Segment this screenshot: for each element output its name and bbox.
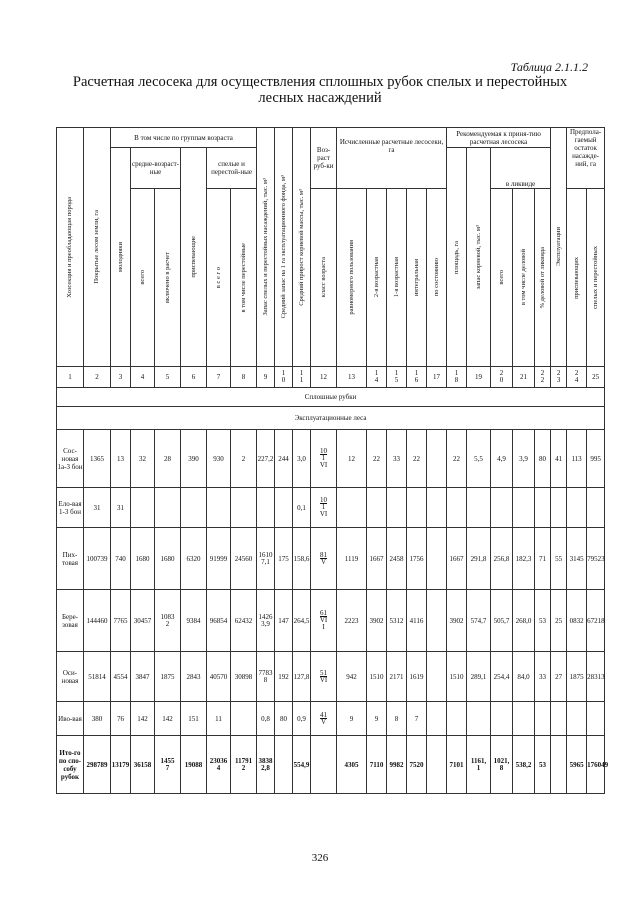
column-number: 9 bbox=[257, 367, 275, 388]
table-cell: 24560 bbox=[231, 528, 257, 590]
table-cell: 25 bbox=[551, 590, 567, 652]
table-cell: 7783 8 bbox=[257, 652, 275, 702]
column-number: 1 0 bbox=[275, 367, 293, 388]
felling-table bbox=[56, 127, 609, 794]
table-cell: 176049 bbox=[587, 736, 605, 794]
header-r-area: площадь, га bbox=[452, 240, 460, 274]
table-cell bbox=[207, 488, 231, 528]
table-cell bbox=[551, 488, 567, 528]
table-cell: 244 bbox=[275, 430, 293, 488]
table-cell bbox=[427, 528, 447, 590]
column-number: 1 6 bbox=[407, 367, 427, 388]
table-cell bbox=[587, 702, 605, 736]
table-cell: 55 bbox=[551, 528, 567, 590]
table-cell: 2223 bbox=[337, 590, 367, 652]
table-cell: 1455 7 bbox=[155, 736, 181, 794]
table-cell bbox=[427, 590, 447, 652]
table-cell: 80 bbox=[275, 702, 293, 736]
table-cell: 3,0 bbox=[293, 430, 311, 488]
table-cell: 61 VI I bbox=[311, 590, 337, 652]
column-number: 21 bbox=[513, 367, 535, 388]
row-name: Оси-новая bbox=[57, 652, 84, 702]
table-cell: 538,2 bbox=[513, 736, 535, 794]
table-cell: 32 bbox=[131, 430, 155, 488]
table-cell: 6320 bbox=[181, 528, 207, 590]
table-cell: 574,7 bbox=[467, 590, 491, 652]
table-cell: 79523 bbox=[587, 528, 605, 590]
header-age-group: В том числе по группам возраста bbox=[111, 128, 257, 148]
table-cell: 390 bbox=[181, 430, 207, 488]
table-row bbox=[57, 736, 605, 794]
table-cell: 9 bbox=[367, 702, 387, 736]
table-cell: 268,0 bbox=[513, 590, 535, 652]
table-cell: 31 bbox=[84, 488, 111, 528]
table-cell: 1667 bbox=[447, 528, 467, 590]
table-cell bbox=[427, 702, 447, 736]
table-cell: 62432 bbox=[231, 590, 257, 652]
row-name: Ито-го по спо-собу рубок bbox=[57, 736, 84, 794]
column-number: 8 bbox=[231, 367, 257, 388]
column-numbers-row bbox=[57, 367, 605, 388]
table-cell: 1680 bbox=[131, 528, 155, 590]
table-cell: 1680 bbox=[155, 528, 181, 590]
table-cell: 4116 bbox=[407, 590, 427, 652]
table-cell: $\frac{81}{V}$ bbox=[311, 528, 337, 590]
table-cell bbox=[551, 702, 567, 736]
table-cell: 22 bbox=[407, 430, 427, 488]
header-computed: Исчисленные расчетные лесосеки, га bbox=[337, 128, 447, 189]
row-name: Иво-вая bbox=[57, 702, 84, 736]
table-cell bbox=[337, 488, 367, 528]
table-cell: 9 bbox=[337, 702, 367, 736]
table-cell: 1875 bbox=[155, 652, 181, 702]
table-cell: 12 bbox=[337, 430, 367, 488]
column-number: 1 1 bbox=[293, 367, 311, 388]
table-cell: 151 bbox=[181, 702, 207, 736]
table-cell: 9384 bbox=[181, 590, 207, 652]
table-cell bbox=[535, 702, 551, 736]
table-cell: 11791 2 bbox=[231, 736, 257, 794]
table-cell: 227,2 bbox=[257, 430, 275, 488]
header-rem-maturing: приспевающих bbox=[572, 256, 580, 299]
table-cell: 1510 bbox=[447, 652, 467, 702]
table-cell bbox=[275, 736, 293, 794]
table-cell: 3838 2,8 bbox=[257, 736, 275, 794]
table-cell: 53 bbox=[535, 590, 551, 652]
table-body bbox=[57, 430, 609, 794]
table-cell bbox=[311, 736, 337, 794]
table-cell bbox=[275, 488, 293, 528]
table-cell: 22 bbox=[447, 430, 467, 488]
table-cell bbox=[367, 488, 387, 528]
table-cell bbox=[407, 488, 427, 528]
table-cell: 11 bbox=[207, 702, 231, 736]
table-cell: 5312 bbox=[387, 590, 407, 652]
header-c-age2: 1-я возрастная bbox=[392, 257, 400, 298]
table-cell: 2458 bbox=[387, 528, 407, 590]
table-cell: 33 bbox=[387, 430, 407, 488]
table-cell bbox=[427, 488, 447, 528]
table-cell: 27 bbox=[551, 652, 567, 702]
header-avg-stock: Средний запас на 1 га эксплуатационного фонда, м³ bbox=[279, 175, 287, 319]
table-cell: 1365 bbox=[84, 430, 111, 488]
header-l-total: всего bbox=[497, 270, 505, 285]
table-cell: 505,7 bbox=[491, 590, 513, 652]
row-name: Ело-вая 1-3 бон bbox=[57, 488, 84, 528]
column-number: 1 8 bbox=[447, 367, 467, 388]
row-name: Пих-товая bbox=[57, 528, 84, 590]
table-cell: 1667 bbox=[367, 528, 387, 590]
table-cell bbox=[181, 488, 207, 528]
column-number: 2 0 bbox=[491, 367, 513, 388]
table-cell: 2 bbox=[231, 430, 257, 488]
table-row bbox=[57, 702, 605, 736]
table-cell bbox=[427, 430, 447, 488]
header-liquid: в ликвиде bbox=[491, 148, 551, 189]
column-number: 7 bbox=[207, 367, 231, 388]
table-cell: 40570 bbox=[207, 652, 231, 702]
table-cell: 7765 bbox=[111, 590, 131, 652]
table-cell: 1756 bbox=[407, 528, 427, 590]
table-cell bbox=[155, 488, 181, 528]
table-cell: 1021, 8 bbox=[491, 736, 513, 794]
table-row bbox=[57, 488, 605, 528]
column-number: 2 4 bbox=[567, 367, 587, 388]
table-cell: 2843 bbox=[181, 652, 207, 702]
table-cell: 113 bbox=[567, 430, 587, 488]
subsection-title: Эксплуатационные леса bbox=[57, 407, 605, 430]
table-cell: 930 bbox=[207, 430, 231, 488]
table-row bbox=[57, 590, 605, 652]
column-number: 1 bbox=[57, 367, 84, 388]
table-cell: 3902 bbox=[447, 590, 467, 652]
table-cell: 289,1 bbox=[467, 652, 491, 702]
table-cell: 127,8 bbox=[293, 652, 311, 702]
header-rem-mature: спелых и перестойных bbox=[591, 246, 599, 309]
table-cell: 256,8 bbox=[491, 528, 513, 590]
column-number: 17 bbox=[427, 367, 447, 388]
table-cell: 158,6 bbox=[293, 528, 311, 590]
table-cell: 3847 bbox=[131, 652, 155, 702]
header-c-uniform: равномерного пользования bbox=[347, 240, 355, 315]
table-cell: 147 bbox=[275, 590, 293, 652]
header-remaining: Предпола-гаемый остаток насажде-ний, га bbox=[567, 128, 605, 189]
table-cell bbox=[513, 702, 535, 736]
table-cell bbox=[447, 488, 467, 528]
header-r-stock: запас корневой, тыс. м³ bbox=[474, 224, 482, 290]
column-number: 3 bbox=[111, 367, 131, 388]
table-cell: 0832 bbox=[567, 590, 587, 652]
table-cell: 142 bbox=[155, 702, 181, 736]
table-cell: 31 bbox=[111, 488, 131, 528]
table-cell bbox=[447, 702, 467, 736]
table-cell: 28 bbox=[155, 430, 181, 488]
table-cell: 995 bbox=[587, 430, 605, 488]
header-age-class: класс возраста bbox=[319, 257, 327, 298]
header-mature: спелые и перестой-ные bbox=[207, 148, 257, 189]
table-cell: 0,9 bbox=[293, 702, 311, 736]
header-felling-age: Воз-раст руб-ки bbox=[311, 128, 337, 189]
table-cell: 144460 bbox=[84, 590, 111, 652]
column-number: 6 bbox=[181, 367, 207, 388]
table-cell bbox=[513, 488, 535, 528]
column-number: 4 bbox=[131, 367, 155, 388]
table-cell: 1119 bbox=[337, 528, 367, 590]
table-cell: 22 bbox=[367, 430, 387, 488]
table-cell: 192 bbox=[275, 652, 293, 702]
row-name: Бере-зовая bbox=[57, 590, 84, 652]
table-cell: 19088 bbox=[181, 736, 207, 794]
section-title: Сплошные рубки bbox=[57, 388, 605, 407]
table-cell: 1875 bbox=[567, 652, 587, 702]
table-cell: $\frac{41}{V}$ bbox=[311, 702, 337, 736]
table-cell bbox=[491, 702, 513, 736]
table-cell: 1510 bbox=[367, 652, 387, 702]
column-number: 12 bbox=[311, 367, 337, 388]
header-c-age1: 2-я возрастная bbox=[372, 257, 380, 298]
table-cell: 9982 bbox=[387, 736, 407, 794]
table-cell: 3902 bbox=[367, 590, 387, 652]
table-cell: 3145 bbox=[567, 528, 587, 590]
table-cell: 80 bbox=[535, 430, 551, 488]
table-cell bbox=[427, 736, 447, 794]
table-cell bbox=[131, 488, 155, 528]
header-middle-total: всего bbox=[138, 270, 146, 285]
table-cell bbox=[231, 488, 257, 528]
table-cell: 1083 2 bbox=[155, 590, 181, 652]
table-cell: 51814 bbox=[84, 652, 111, 702]
table-cell: 71 bbox=[535, 528, 551, 590]
column-number: 19 bbox=[467, 367, 491, 388]
header-mature-incl: в том числе перестойные bbox=[239, 242, 247, 313]
table-cell bbox=[427, 652, 447, 702]
table-cell: 175 bbox=[275, 528, 293, 590]
table-cell: 7110 bbox=[367, 736, 387, 794]
table-cell: 1426 3,9 bbox=[257, 590, 275, 652]
header-c-integral: интегральная bbox=[412, 258, 420, 297]
table-cell bbox=[567, 702, 587, 736]
page-number: 326 bbox=[311, 852, 329, 864]
table-cell: 2171 bbox=[387, 652, 407, 702]
table-cell: 7 bbox=[407, 702, 427, 736]
table-cell: 41 bbox=[551, 430, 567, 488]
table-cell: $\frac{51}{VI}$ bbox=[311, 652, 337, 702]
table-cell: 554,9 bbox=[293, 736, 311, 794]
table-cell: 10 1 VI bbox=[311, 430, 337, 488]
table-cell: 53 bbox=[535, 736, 551, 794]
header-mature-total: в с е г о bbox=[214, 266, 222, 289]
table-cell: 1161, 1 bbox=[467, 736, 491, 794]
header-recommended: Рекомендуемая к приня-тию расчетная лесосека bbox=[447, 128, 551, 148]
header-middle-incl: включено в расчет bbox=[163, 251, 171, 304]
table-caption: Таблица 2.1.1.2 bbox=[510, 60, 588, 74]
table-cell bbox=[535, 488, 551, 528]
title-line-1: Расчетная лесосека для осуществления сплошных рубок спелых и перестойных bbox=[72, 74, 568, 90]
table-cell: 30457 bbox=[131, 590, 155, 652]
column-number: 1 4 bbox=[367, 367, 387, 388]
table-cell: 291,8 bbox=[467, 528, 491, 590]
table-cell: 254,4 bbox=[491, 652, 513, 702]
header-middle: средне-возраст-ные bbox=[131, 148, 181, 189]
table-cell: 3,9 bbox=[513, 430, 535, 488]
table-cell: 23036 4 bbox=[207, 736, 231, 794]
table-cell: 100739 bbox=[84, 528, 111, 590]
table-cell: 1619 bbox=[407, 652, 427, 702]
column-number: 25 bbox=[587, 367, 605, 388]
table-cell bbox=[587, 488, 605, 528]
column-number: 5 bbox=[155, 367, 181, 388]
table-cell: 298789 bbox=[84, 736, 111, 794]
table-cell: 76 bbox=[111, 702, 131, 736]
header-exploit: Эксплуатации bbox=[554, 227, 562, 267]
table-cell: 36158 bbox=[131, 736, 155, 794]
header-c-condition: по состоянию bbox=[432, 258, 440, 297]
column-number: 2 bbox=[84, 367, 111, 388]
title-line-2: лесных насаждений bbox=[258, 90, 382, 106]
table-cell: 33 bbox=[535, 652, 551, 702]
header-maturing: приспевающие bbox=[189, 236, 197, 278]
table-cell: 740 bbox=[111, 528, 131, 590]
table-cell: 942 bbox=[337, 652, 367, 702]
table-cell: 0,8 bbox=[257, 702, 275, 736]
table-cell: 84,0 bbox=[513, 652, 535, 702]
table-cell: 4554 bbox=[111, 652, 131, 702]
column-number: 13 bbox=[337, 367, 367, 388]
table-cell bbox=[467, 488, 491, 528]
table-cell: 1610 7,1 bbox=[257, 528, 275, 590]
table-cell bbox=[257, 488, 275, 528]
header-young: молодняки bbox=[116, 242, 124, 272]
table-cell: 30898 bbox=[231, 652, 257, 702]
table-cell: 142 bbox=[131, 702, 155, 736]
table-cell: 13 bbox=[111, 430, 131, 488]
table-cell: 380 bbox=[84, 702, 111, 736]
table-cell: 91999 bbox=[207, 528, 231, 590]
table-cell: 5,5 bbox=[467, 430, 491, 488]
table-row bbox=[57, 528, 605, 590]
table-cell bbox=[467, 702, 491, 736]
table-cell: 13179 bbox=[111, 736, 131, 794]
table-cell: 7101 bbox=[447, 736, 467, 794]
table-cell bbox=[551, 736, 567, 794]
table-title bbox=[40, 74, 600, 106]
table-cell: 96854 bbox=[207, 590, 231, 652]
header-stock: Запас спелых и перестойных насаждений, тыс. м³ bbox=[261, 178, 269, 316]
header-avg-growth: Средний прирост корневой массы, тыс. м³ bbox=[297, 188, 305, 306]
column-number: 1 5 bbox=[387, 367, 407, 388]
header-l-percent: % деловой от ликвида bbox=[538, 246, 546, 309]
table-cell: 0,1 bbox=[293, 488, 311, 528]
table-cell bbox=[231, 702, 257, 736]
table-cell: 4305 bbox=[337, 736, 367, 794]
table-cell: 8 bbox=[387, 702, 407, 736]
table-cell bbox=[491, 488, 513, 528]
table-cell: 7520 bbox=[407, 736, 427, 794]
table-cell: 5965 bbox=[567, 736, 587, 794]
row-name: Сос-новая 1а-3 бон bbox=[57, 430, 84, 488]
header-col1: Хозсекция и преобладающая порода bbox=[66, 196, 73, 298]
table-cell bbox=[387, 488, 407, 528]
table-cell: 182,3 bbox=[513, 528, 535, 590]
column-number: 2 3 bbox=[551, 367, 567, 388]
table-cell: 264,5 bbox=[293, 590, 311, 652]
header-col2: Покрытые лесом земли, га bbox=[93, 210, 100, 284]
table-row bbox=[57, 430, 605, 488]
column-number: 2 2 bbox=[535, 367, 551, 388]
table-cell: 4,9 bbox=[491, 430, 513, 488]
table-cell bbox=[567, 488, 587, 528]
table-cell: 28313 bbox=[587, 652, 605, 702]
table-row bbox=[57, 652, 605, 702]
header-l-business: в том числе деловой bbox=[519, 249, 527, 306]
table-cell: 67218 bbox=[587, 590, 605, 652]
table-cell: 10 1 VI bbox=[311, 488, 337, 528]
